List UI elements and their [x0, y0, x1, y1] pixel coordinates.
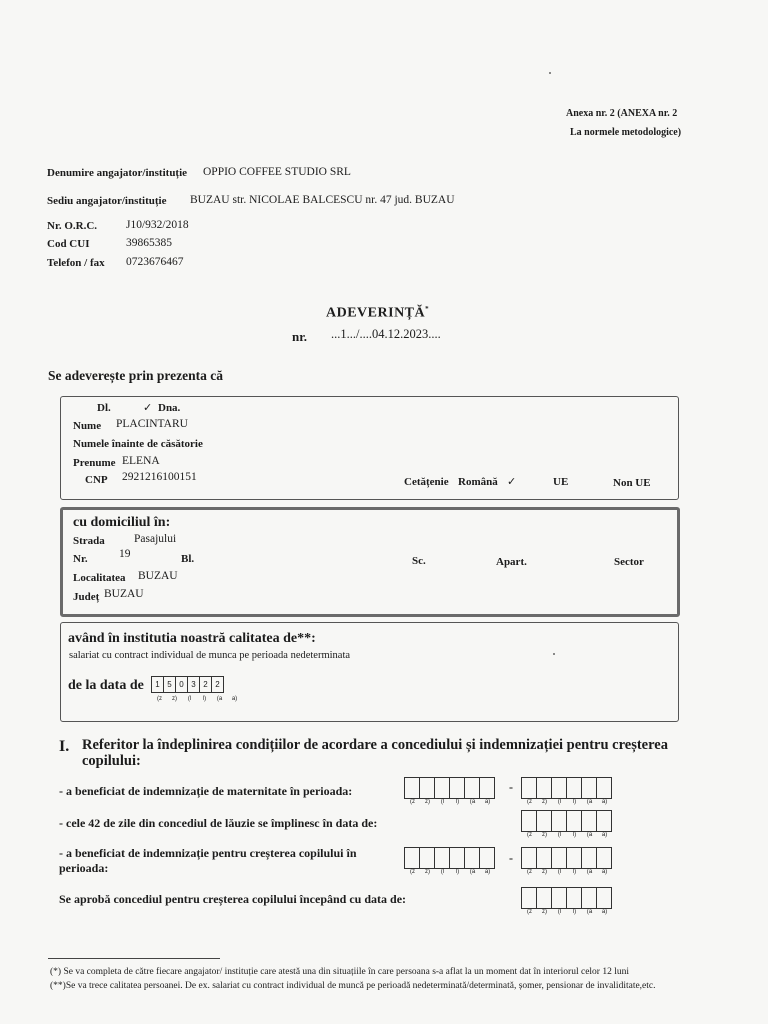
date-cell: [521, 777, 537, 799]
q2-postpartum-date: - cele 42 de zile din concediul de lăuzie se împlinesc în data de:: [59, 816, 378, 830]
date-cell: [479, 847, 495, 869]
dl-label: Dl.: [97, 402, 111, 414]
romana-check-mark: ✓: [507, 476, 517, 488]
scan-speck: [549, 72, 551, 74]
orc-label: Nr. O.R.C.: [47, 220, 98, 232]
citizenship-non-ue: Non UE: [613, 477, 651, 489]
capacity-heading: având în institutia noastră calitatea de**:: [68, 631, 316, 646]
q1-from-format: (z z) (l l) (a a): [410, 799, 491, 805]
nume-value: PLACINTARU: [116, 418, 188, 430]
q3-childcare-period-line-1: - a beneficiat de indemnizație pentru creșterea copilului în: [59, 846, 357, 860]
date-cell: [464, 847, 480, 869]
q3-from-format: (z z) (l l) (a a): [410, 869, 491, 875]
date-cell: [536, 887, 552, 909]
date-cell: [536, 777, 552, 799]
cnp-label: CNP: [85, 474, 108, 486]
strada-label: Strada: [73, 535, 105, 547]
doc-number-value: ...1.../....04.12.2023....: [331, 327, 441, 341]
employer-name-value: OPPIO COFFEE STUDIO SRL: [203, 166, 351, 178]
date-cell: [551, 810, 567, 832]
footnote-2: (**)Se va trece calitatea persoanei. De ex. salariat cu contract individual de muncă pe perioadă nedeterminată/determinată, șomer, pensionar de invaliditate,etc.: [50, 981, 656, 991]
q1-maternity-period: - a beneficiat de indemnizație de maternitate în perioada:: [59, 784, 353, 798]
date-cell: 3: [187, 676, 200, 693]
localitate-value: BUZAU: [138, 570, 178, 582]
q1-to-format: (z z) (l l) (a a): [527, 799, 608, 805]
employer-seat-value: BUZAU str. NICOLAE BALCESCU nr. 47 jud. BUZAU: [190, 194, 455, 206]
date-cell: 5: [163, 676, 176, 693]
date-cell: [566, 847, 582, 869]
date-cell: [581, 810, 597, 832]
footnote-divider: [48, 958, 220, 959]
q3-to-cells: [521, 847, 611, 869]
bl-label: Bl.: [181, 553, 195, 565]
capacity-value: salariat cu contract individual de munca pe perioada nedeterminata: [69, 650, 351, 661]
cui-value: 39865385: [126, 237, 172, 249]
date-cell: [419, 777, 435, 799]
date-cell: 1: [151, 676, 164, 693]
judet-value: BUZAU: [104, 588, 144, 600]
employer-name-label: Denumire angajator/instituție: [47, 167, 188, 179]
q2-date-format: (z z) (l l) (a a): [527, 832, 608, 838]
date-cell: [596, 847, 612, 869]
date-cell: [536, 810, 552, 832]
strada-value: Pasajului: [134, 533, 177, 545]
citizenship-label: Cetățenie: [404, 476, 449, 488]
date-cell: [566, 810, 582, 832]
date-cell: 2: [199, 676, 212, 693]
q1-range-dash: -: [509, 780, 513, 794]
citizenship-ue: UE: [553, 476, 569, 488]
maiden-name-label: Numele înainte de căsătorie: [73, 438, 203, 450]
q4-date-cells: [521, 887, 611, 909]
localitate-label: Localitatea: [73, 572, 126, 584]
citizenship-romana: Română: [458, 476, 498, 488]
date-cell: [596, 887, 612, 909]
date-cell: 2: [211, 676, 224, 693]
q1-to-cells: [521, 777, 611, 799]
nr-label: Nr.: [73, 553, 88, 565]
date-cell: [521, 810, 537, 832]
date-cell: [566, 777, 582, 799]
date-cell: [581, 847, 597, 869]
phone-label: Telefon / fax: [47, 257, 105, 269]
date-cell: [464, 777, 480, 799]
prenume-label: Prenume: [73, 457, 116, 469]
date-cell: [434, 847, 450, 869]
q2-date-cells: [521, 810, 611, 832]
judet-label: Județ: [73, 591, 100, 603]
address-heading: cu domiciliul în:: [73, 515, 171, 530]
date-cell: [419, 847, 435, 869]
date-cell: [521, 887, 537, 909]
q4-leave-approved-date: Se aprobă concediul pentru creșterea copilului începând cu data de:: [59, 892, 407, 906]
phone-value: 0723676467: [126, 256, 184, 268]
date-cell: [596, 810, 612, 832]
date-cell: [449, 777, 465, 799]
date-cell: [449, 847, 465, 869]
annex-line-2: La normele metodologice): [570, 127, 682, 138]
footnote-1: (*) Se va completa de către fiecare angajator/ instituție care atestă una din situațiile în care persoana s-a aflat la un moment dat în interiorul celor 12 luni: [50, 967, 629, 977]
start-date-label: de la data de: [68, 678, 144, 693]
date-cell: [596, 777, 612, 799]
q3-from-cells: [404, 847, 494, 869]
q3-childcare-period-line-2: perioada:: [59, 861, 109, 875]
date-cell: [404, 847, 420, 869]
date-cell: [536, 847, 552, 869]
date-cell: [551, 887, 567, 909]
date-cell: [434, 777, 450, 799]
date-cell: [581, 887, 597, 909]
cui-label: Cod CUI: [47, 238, 90, 250]
document-title: ADEVERINȚĂ*: [326, 305, 430, 321]
apart-label: Apart.: [496, 556, 527, 568]
section-roman-numeral: I.: [59, 738, 70, 755]
nr-value: 19: [119, 548, 131, 560]
q4-date-format: (z z) (l l) (a a): [527, 909, 608, 915]
orc-value: J10/932/2018: [126, 219, 189, 231]
sector-label: Sector: [614, 556, 644, 568]
start-date-format: (z z) (l l) (a a): [157, 696, 238, 702]
date-cell: [404, 777, 420, 799]
q3-range-dash: -: [509, 851, 513, 865]
q1-from-cells: [404, 777, 494, 799]
date-cell: [551, 847, 567, 869]
employer-seat-label: Sediu angajator/instituție: [47, 195, 167, 207]
cnp-value: 2921216100151: [122, 471, 197, 483]
doc-number-label: nr.: [292, 329, 308, 344]
date-cell: [521, 847, 537, 869]
date-cell: [581, 777, 597, 799]
intro-text: Se adeverește prin prezenta că: [48, 368, 223, 383]
annex-line-1: Anexa nr. 2 (ANEXA nr. 2: [566, 108, 678, 119]
dna-label: Dna.: [158, 402, 181, 414]
section-heading-line-2: copilului:: [82, 753, 141, 769]
sc-label: Sc.: [412, 555, 426, 567]
nume-label: Nume: [73, 420, 102, 432]
date-cell: [551, 777, 567, 799]
prenume-value: ELENA: [122, 455, 160, 467]
dna-check-mark: ✓: [143, 402, 153, 414]
section-heading-line-1: Referitor la îndeplinirea condițiilor de acordare a concediului și indemnizației pentru creșterea: [82, 737, 668, 753]
date-cell: [566, 887, 582, 909]
q3-to-format: (z z) (l l) (a a): [527, 869, 608, 875]
start-date-cells: [151, 676, 223, 693]
date-cell: 0: [175, 676, 188, 693]
date-cell: [479, 777, 495, 799]
